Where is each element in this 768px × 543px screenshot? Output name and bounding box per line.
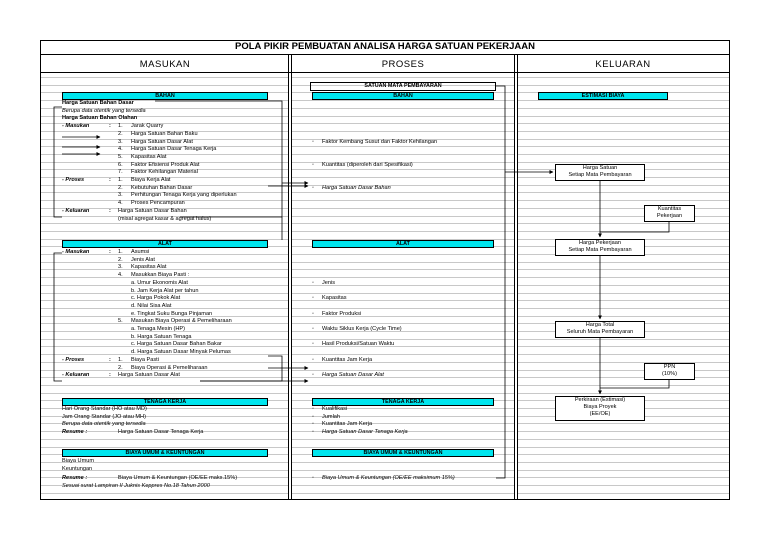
gridline — [518, 116, 729, 117]
row-subitem: a. Tenaga Mesin (HP) — [131, 326, 185, 332]
gridline — [292, 254, 514, 255]
gridline — [292, 208, 514, 209]
row-number: 1. — [118, 123, 123, 130]
perkiraan-line2: Biaya Proyek — [583, 404, 617, 410]
row-number: 2. — [118, 130, 123, 137]
gridline — [292, 216, 514, 217]
gridline — [41, 262, 288, 263]
gridline — [41, 385, 288, 386]
gridline — [292, 77, 514, 78]
row-subitem: b. Harga Satuan Tenaga — [131, 333, 192, 340]
row-number: 5. — [118, 153, 123, 160]
row-text: Kapasitas Alat — [131, 153, 167, 160]
harga-pekerjaan-line2: Setiap Mata Pembayaran — [568, 247, 632, 253]
bullet-marker: ◦ — [312, 341, 314, 348]
gridline — [292, 447, 514, 448]
row-label: Harga Satuan Bahan Dasar — [62, 100, 134, 106]
row-label: Berupa data otentik yang tersedia — [62, 107, 146, 114]
harga-total-line1: Harga Total — [585, 322, 615, 328]
row-subitem: d. Nilai Sisa Alat — [131, 302, 172, 309]
gridline — [292, 470, 514, 471]
row-text: Faktor Kehilangan Material — [131, 169, 198, 176]
row-text: Proses Pencampuran — [131, 200, 185, 207]
gridline — [518, 100, 729, 101]
ppn-line2: (10%) — [662, 371, 677, 377]
perkiraan-line1: Perkiraan (Estimasi) — [574, 397, 626, 403]
bullet-marker: ◦ — [312, 413, 314, 420]
row-text: Masukan Biaya Operasi & Pemeliharaan — [131, 318, 232, 325]
proses-item: Waktu Siklus Kerja (Cycle Time) — [322, 326, 402, 332]
row-label: - Keluaran — [62, 207, 90, 214]
estimasi-biaya-header: ESTIMASI BIAYA — [538, 92, 668, 100]
gridline — [518, 269, 729, 270]
gridline — [518, 316, 729, 317]
gridline — [518, 216, 729, 217]
row-text: Faktor Efisiensi Produk Alat — [131, 161, 200, 168]
gridline — [292, 393, 514, 394]
perkiraan-biaya-box — [555, 396, 645, 421]
gridline — [518, 146, 729, 147]
gridline — [292, 146, 514, 147]
row-number: 7. — [118, 169, 123, 176]
gridline — [518, 262, 729, 263]
row-text: Harga Satuan Bahan Baku — [131, 130, 198, 137]
row-subitem: a. Umur Ekonomis Alat — [131, 279, 188, 286]
gridline — [518, 185, 729, 186]
bullet-marker: ◦ — [312, 279, 314, 286]
proses-item: Kapasitas — [322, 295, 347, 302]
row-text: Harga Satuan Dasar Tenaga Kerja — [118, 428, 204, 435]
gridline — [518, 423, 729, 424]
gridline — [292, 192, 514, 193]
kuantitas-line1: Kuantitas — [657, 206, 682, 212]
row-text: Harga Satuan Dasar Bahan — [118, 207, 187, 214]
row-text: Harga Satuan Dasar Alat — [131, 138, 193, 145]
row-number: 4. — [118, 200, 123, 207]
gridline — [518, 346, 729, 347]
gridline — [518, 470, 729, 471]
row-text: Biaya Umum & Keuntungan (OE/EE maks.15%) — [118, 474, 238, 481]
gridline — [292, 308, 514, 309]
tenaga-kerja-header: TENAGA KERJA — [62, 398, 268, 406]
proses-item: Kuantitas (diperoleh dari Spesifikasi) — [322, 161, 413, 168]
column-header-masukan: MASUKAN — [139, 59, 191, 70]
row-number: 4. — [118, 272, 123, 279]
harga-pekerjaan-box — [555, 239, 645, 256]
row-number: 6. — [118, 161, 123, 168]
row-text: Asumsi — [131, 249, 150, 255]
gridline — [518, 300, 729, 301]
kuantitas-pekerjaan-box — [644, 205, 695, 222]
row-label: Keuntungan — [62, 466, 93, 473]
bullet-marker: ◦ — [312, 428, 314, 435]
column-header-proses: PROSES — [381, 59, 425, 70]
gridline — [518, 231, 729, 232]
bullet-marker: ◦ — [312, 372, 314, 379]
gridline — [518, 139, 729, 140]
row-text: Biaya Kerja Alat — [131, 177, 171, 183]
gridline — [518, 454, 729, 455]
gridline — [292, 223, 514, 224]
gridline — [518, 285, 729, 286]
proses-item: Biaya Umum & Keuntungan (OE/EE maksimum 15%) — [322, 474, 455, 481]
gridline — [292, 154, 514, 155]
satuan-mata-pembayaran-label: SATUAN MATA PEMBAYARAN — [364, 83, 442, 89]
gridline — [518, 223, 729, 224]
bullet-marker: ◦ — [312, 474, 314, 481]
proses-item: Kualifikasi — [322, 406, 348, 412]
row-separator: : — [109, 372, 111, 379]
row-number: 1. — [118, 356, 123, 363]
gridline — [292, 169, 514, 170]
gridline — [292, 269, 514, 270]
gridline — [292, 293, 514, 294]
gridline — [518, 462, 729, 463]
column-header-divider — [40, 72, 730, 73]
gridline — [518, 85, 729, 86]
row-label: - Proses — [62, 356, 85, 363]
row-number: 3. — [118, 264, 123, 271]
row-number: 2. — [118, 184, 123, 191]
harga-satuan-box — [555, 164, 645, 181]
row-text: Biaya Operasi & Pemeliharaan — [131, 364, 208, 371]
bullet-marker: ◦ — [312, 295, 314, 302]
row-label: - Masukan — [62, 249, 90, 255]
row-label: Hari Orang Standar (HO atau MD) — [62, 406, 147, 412]
gridline — [292, 493, 514, 494]
gridline — [41, 493, 288, 494]
gridline — [518, 277, 729, 278]
bullet-marker: ◦ — [312, 184, 314, 191]
gridline — [518, 393, 729, 394]
row-text: Jarak Quarry — [131, 123, 164, 130]
gridline — [518, 362, 729, 363]
proses-item: Harga Satuan Dasar Alat — [322, 372, 384, 379]
gridline — [518, 370, 729, 371]
gridline — [292, 108, 514, 109]
gridline — [518, 493, 729, 494]
harga-satuan-line1: Harga Satuan — [582, 165, 618, 171]
proses-item: Jumlah — [322, 413, 341, 420]
gridline — [292, 339, 514, 340]
row-number: 4. — [118, 146, 123, 153]
kuantitas-line2: Pekerjaan — [656, 213, 683, 219]
row-text: (misal agregat kasar & agregat halus) — [118, 215, 212, 222]
gridline — [41, 439, 288, 440]
alat-header: ALAT — [62, 240, 268, 248]
harga-satuan-line2: Setiap Mata Pembayaran — [568, 172, 632, 178]
column-separator — [288, 55, 289, 500]
gridline — [292, 200, 514, 201]
gridline — [518, 131, 729, 132]
bullet-marker: ◦ — [312, 310, 314, 317]
row-label: Sesuai surat Lampiran II Juknis Keppres No.18 Tahun 2000 — [62, 482, 210, 489]
bullet-marker: ◦ — [312, 326, 314, 332]
row-number: 1. — [118, 249, 123, 255]
gridline — [292, 485, 514, 486]
gridline — [518, 477, 729, 478]
bullet-marker: ◦ — [312, 421, 314, 427]
gridline — [41, 223, 288, 224]
gridline — [518, 439, 729, 440]
gridline — [292, 277, 514, 278]
gridline — [41, 231, 288, 232]
gridline — [292, 100, 514, 101]
proses-biaya-umum-header: BIAYA UMUM & KEUNTUNGAN — [312, 449, 494, 457]
gridline — [292, 354, 514, 355]
row-text: Harga Satuan Dasar Alat — [118, 372, 180, 379]
row-separator: : — [109, 356, 111, 363]
row-subitem: c. Harga Satuan Dasar Bahan Bakar — [131, 341, 222, 348]
gridline — [41, 85, 288, 86]
row-label: Berupa data otentik yang tersedia — [62, 421, 146, 427]
proses-bahan-header: BAHAN — [312, 92, 494, 100]
gridline — [292, 385, 514, 386]
gridline — [518, 192, 729, 193]
biaya-umum-header: BIAYA UMUM & KEUNTUNGAN — [62, 449, 268, 457]
proses-item: Kuantitas Jam Kerja — [322, 421, 373, 427]
row-text: Masukkan Biaya Pasti : — [131, 272, 190, 279]
row-text: Jenis Alat — [131, 256, 155, 263]
row-subitem: e. Tingkat Suku Bunga Pinjaman — [131, 310, 213, 317]
proses-item: Hasil Produksi/Satuan Waktu — [322, 341, 395, 348]
row-label: - Masukan — [62, 123, 90, 130]
row-number: 2. — [118, 364, 123, 371]
gridline — [41, 393, 288, 394]
gridline — [518, 108, 729, 109]
gridline — [518, 208, 729, 209]
row-text: Biaya Pasti — [131, 356, 159, 363]
row-subitem: b. Jam Kerja Alat per tahun — [131, 287, 199, 294]
gridline — [292, 323, 514, 324]
row-label: - Proses — [62, 177, 85, 183]
row-label: Biaya Umum — [62, 458, 95, 464]
row-subitem: c. Harga Pokok Alat — [131, 295, 181, 302]
gridline — [518, 377, 729, 378]
gridline — [292, 116, 514, 117]
row-number: 3. — [118, 138, 123, 145]
gridline — [518, 339, 729, 340]
row-text: Kapasitas Alat — [131, 264, 167, 271]
row-label: Resume : — [62, 428, 88, 435]
gridline — [292, 439, 514, 440]
bullet-marker: ◦ — [312, 406, 314, 412]
row-number: 3. — [118, 192, 123, 199]
gridline — [518, 123, 729, 124]
harga-total-line2: Seluruh Mata Pembayaran — [566, 329, 634, 335]
row-label: Jam Orang Standar (JO atau MH) — [62, 413, 146, 420]
bahan-header: BAHAN — [62, 92, 268, 100]
harga-total-box — [555, 321, 645, 338]
gridline — [292, 462, 514, 463]
proses-alat-header: ALAT — [312, 240, 494, 248]
proses-item: Harga Satuan Dasar Tenaga Kerja — [322, 428, 408, 435]
bullet-marker: ◦ — [312, 161, 314, 168]
bullet-marker: ◦ — [312, 138, 314, 145]
row-separator: : — [109, 177, 111, 183]
ppn-box — [644, 363, 695, 380]
gridline — [41, 447, 288, 448]
gridline — [292, 177, 514, 178]
gridline — [518, 431, 729, 432]
row-label: Harga Satuan Bahan Olahan — [62, 115, 138, 122]
proses-item: Faktor Produksi — [322, 310, 362, 317]
row-separator: : — [109, 249, 111, 255]
ppn-line1: PPN — [663, 364, 676, 370]
gridline — [518, 154, 729, 155]
proses-tenaga-kerja-header: TENAGA KERJA — [312, 398, 494, 406]
gridline — [518, 354, 729, 355]
proses-item: Kuantitas Jam Kerja — [322, 356, 373, 363]
gridline — [518, 485, 729, 486]
harga-pekerjaan-line1: Harga Pekerjaan — [579, 240, 621, 246]
gridline — [292, 231, 514, 232]
perkiraan-line3: (EE/OE) — [589, 411, 611, 417]
gridline — [518, 162, 729, 163]
row-text: Kebutuhan Bahan Dasar — [131, 184, 193, 191]
row-number: 5. — [118, 318, 123, 325]
title-divider — [40, 54, 730, 55]
gridline — [518, 77, 729, 78]
row-subitem: d. Harga Satuan Dasar Minyak Pelumas — [131, 349, 231, 356]
row-separator: : — [109, 207, 111, 214]
row-label: - Keluaran — [62, 372, 90, 379]
gridline — [518, 385, 729, 386]
row-separator: : — [109, 123, 111, 130]
page-title: POLA PIKIR PEMBUATAN ANALISA HARGA SATUAN PEKERJAAN — [235, 41, 535, 52]
gridline — [518, 447, 729, 448]
gridline — [292, 123, 514, 124]
gridline — [518, 308, 729, 309]
proses-item: Faktor Kembang Susut dan Faktor Kehilangan — [322, 138, 438, 145]
column-header-keluaran: KELUARAN — [595, 59, 651, 70]
gridline — [292, 262, 514, 263]
gridline — [41, 77, 288, 78]
row-text: Harga Satuan Dasar Tenaga Kerja — [131, 146, 217, 153]
gridline — [518, 200, 729, 201]
gridline — [292, 131, 514, 132]
row-text: Perhitungan Tenaga Kerja yang diperlukan — [131, 192, 237, 199]
bullet-marker: ◦ — [312, 356, 314, 363]
row-label: Resume : — [62, 474, 88, 481]
gridline — [518, 293, 729, 294]
proses-item: Jenis — [322, 279, 336, 286]
gridline — [292, 370, 514, 371]
column-separator — [514, 55, 515, 500]
row-number: 2. — [118, 256, 123, 263]
row-number: 1. — [118, 177, 123, 183]
proses-item: Harga Satuan Dasar Bahan — [322, 184, 391, 191]
